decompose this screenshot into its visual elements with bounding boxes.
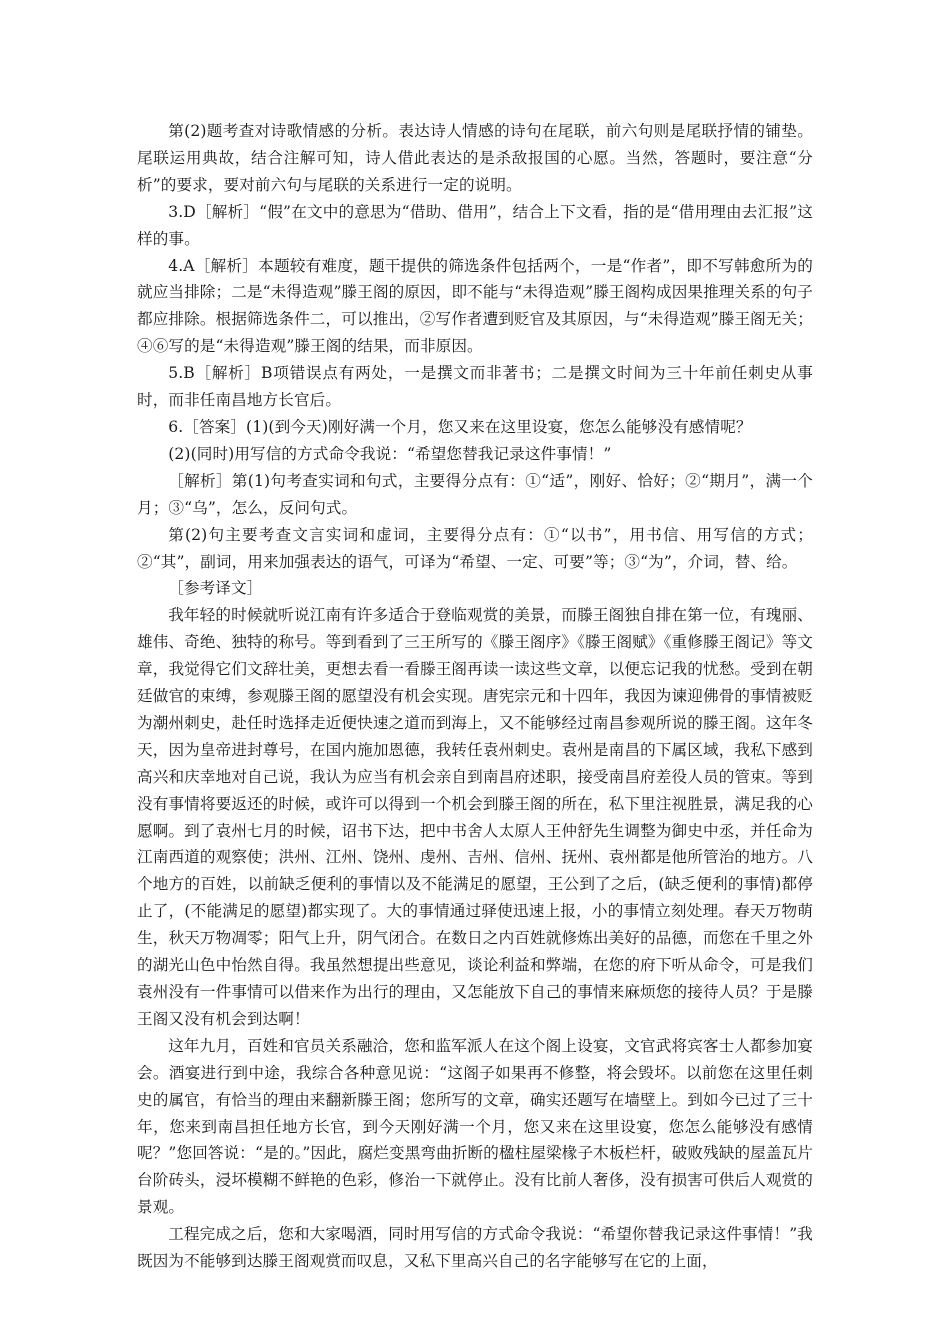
paragraph-translation-1: 我年轻的时候就听说江南有许多适合于登临观赏的美景，而滕王阁独自排在第一位，有瑰丽、雄伟、奇绝、独特的称号。等到看到了三王所写的《滕王阁序》《滕王阁赋》《重修滕王阁记》等文章，我觉得它们文辞壮美，更想去看一看滕王阁再读一读这些文章，以便忘记我的忧愁。受到在朝廷做官的束缚，参观滕王阁的愿望没有机会实现。唐宪宗元和十四年，我因为谏迎佛骨的事情被贬为潮州刺史，赴任时选择走近便快速之道而到海上，又不能够经过南昌参观所说的滕王阁。这年冬天，因为皇帝进封尊号，在国内施加恩德，我转任袁州刺史。袁州是南昌的下属区域，我私下感到高兴和庆幸地对自己说，我认为应当有机会亲自到南昌府述职，接受南昌府差役人员的管束。等到没有事情将要返还的时候，或许可以得到一个机会到滕王阁的所在，私下里注视胜景，满足我的心愿啊。到了袁州七月的时候，诏书下达，把中书舍人太原人王仲舒先生调整为御史中丞，并任命为江南西道的观察使；洪州、江州、饶州、虔州、吉州、信州、抚州、袁州都是他所管治的地方。八个地方的百姓，以前缺乏便利的事情以及不能满足的愿望，王公到了之后，(缺乏便利的事情)都停止了，(不能满足的愿望)都实现了。大的事情通过驿使迅速上报，小的事情立刻处理。春天万物萌生，秋天万物凋零；阳气上升，阴气闭合。在数日之内百姓就修炼出美好的品德，而您在千里之外的湖光山色中怡然自得。我虽然想提出些意见，谈论利益和弊端，在您的府下听从命令，可是我们袁州没有一件事情可以借来作为出行的理由，又怎能放下自己的事情来麻烦您的接待人员？于是滕王阁又没有机会到达啊！ [137, 606, 813, 1028]
paragraph-answer-5: 5.B［解析］B项错误点有两处，一是撰文而非著书；二是撰文时间为三十年前任刺史从事时，而非任南昌地方长官后。 [137, 364, 813, 410]
paragraph-translation-3: 工程完成之后，您和大家喝酒，同时用写信的方式命令我说：“希望你替我记录这件事情！”我既因为不能够到达滕王阁观赏而叹息，又私下里高兴自己的名字能够写在它的上面， [137, 1225, 813, 1271]
paragraph-q2-analysis: 第(2)题考查对诗歌情感的分析。表达诗人情感的诗句在尾联，前六句则是尾联抒情的铺垫。尾联运用典故，结合注解可知，诗人借此表达的是杀敌报国的心愿。当然，答题时，要注意“分析”的要求，要对前六句与尾联的关系进行一定的说明。 [137, 122, 813, 194]
paragraph-translation-heading: ［参考译文］ [168, 579, 263, 598]
document-page [137, 118, 813, 1275]
paragraph-answer-3: 3.D［解析］“假”在文中的意思为“借助、借用”，结合上下文看，指的是“借用理由去汇报”这样的事。 [137, 202, 813, 248]
paragraph-answer-6-analysis: ［解析］第(1)句考查实词和句式，主要得分点有：①“适”，刚好、恰好；②“期月”，满一个月；③“乌”，怎么，反问句式。 [137, 471, 813, 517]
paragraph-answer-6-analysis-2: 第(2)句主要考查文言实词和虚词，主要得分点有：①“以书”，用书信、用写信的方式；②“其”，副词，用来加强表达的语气，可译为“希望、一定、可要”等；③“为”，介词，替、给。 [137, 525, 813, 571]
paragraph-answer-6-part-2: (2)(同时)用写信的方式命令我说：“希望您替我记录这件事情！” [168, 444, 612, 463]
paragraph-answer-4: 4.A［解析］本题较有难度，题干提供的筛选条件包括两个，一是“作者”，即不写韩愈所为的就应当排除；二是“未得造观”滕王阁的原因，即不能与“未得造观”滕王阁构成因果推理关系的句子都应排除。根据筛选条件二，可以推出，②写作者遭到贬官及其原因，与“未得造观”滕王阁无关；④⑥写的是“未得造观”滕王阁的结果，而非原因。 [137, 256, 813, 356]
paragraph-translation-2: 这年九月，百姓和官员关系融洽，您和监军派人在这个阁上设宴，文官武将宾客士人都参加宴会。酒宴进行到中途，我综合各种意见说：“这阁子如果再不修整，将会毁坏。以前您在这里任刺史的属官，有恰当的理由来翻新滕王阁；您所写的文章，确实还题写在墙壁上。到如今已过了三十年，您来到南昌担任地方长官，到今天刚好满一个月，您又来在这里设宴，您怎么能够没有感情呢？”您回答说：“是的。”因此，腐烂变黑弯曲折断的楹柱屋梁椽子木板栏杆，破败残缺的屋盖瓦片台阶砖头，浸坏模糊不鲜艳的色彩，修治一下就停止。没有比前人奢侈，没有损害可供后人观赏的景观。 [137, 1036, 813, 1217]
paragraph-answer-6: 6.［答案］(1)(到今天)刚好满一个月，您又来在这里设宴，您怎么能够没有感情呢？ [168, 417, 752, 436]
